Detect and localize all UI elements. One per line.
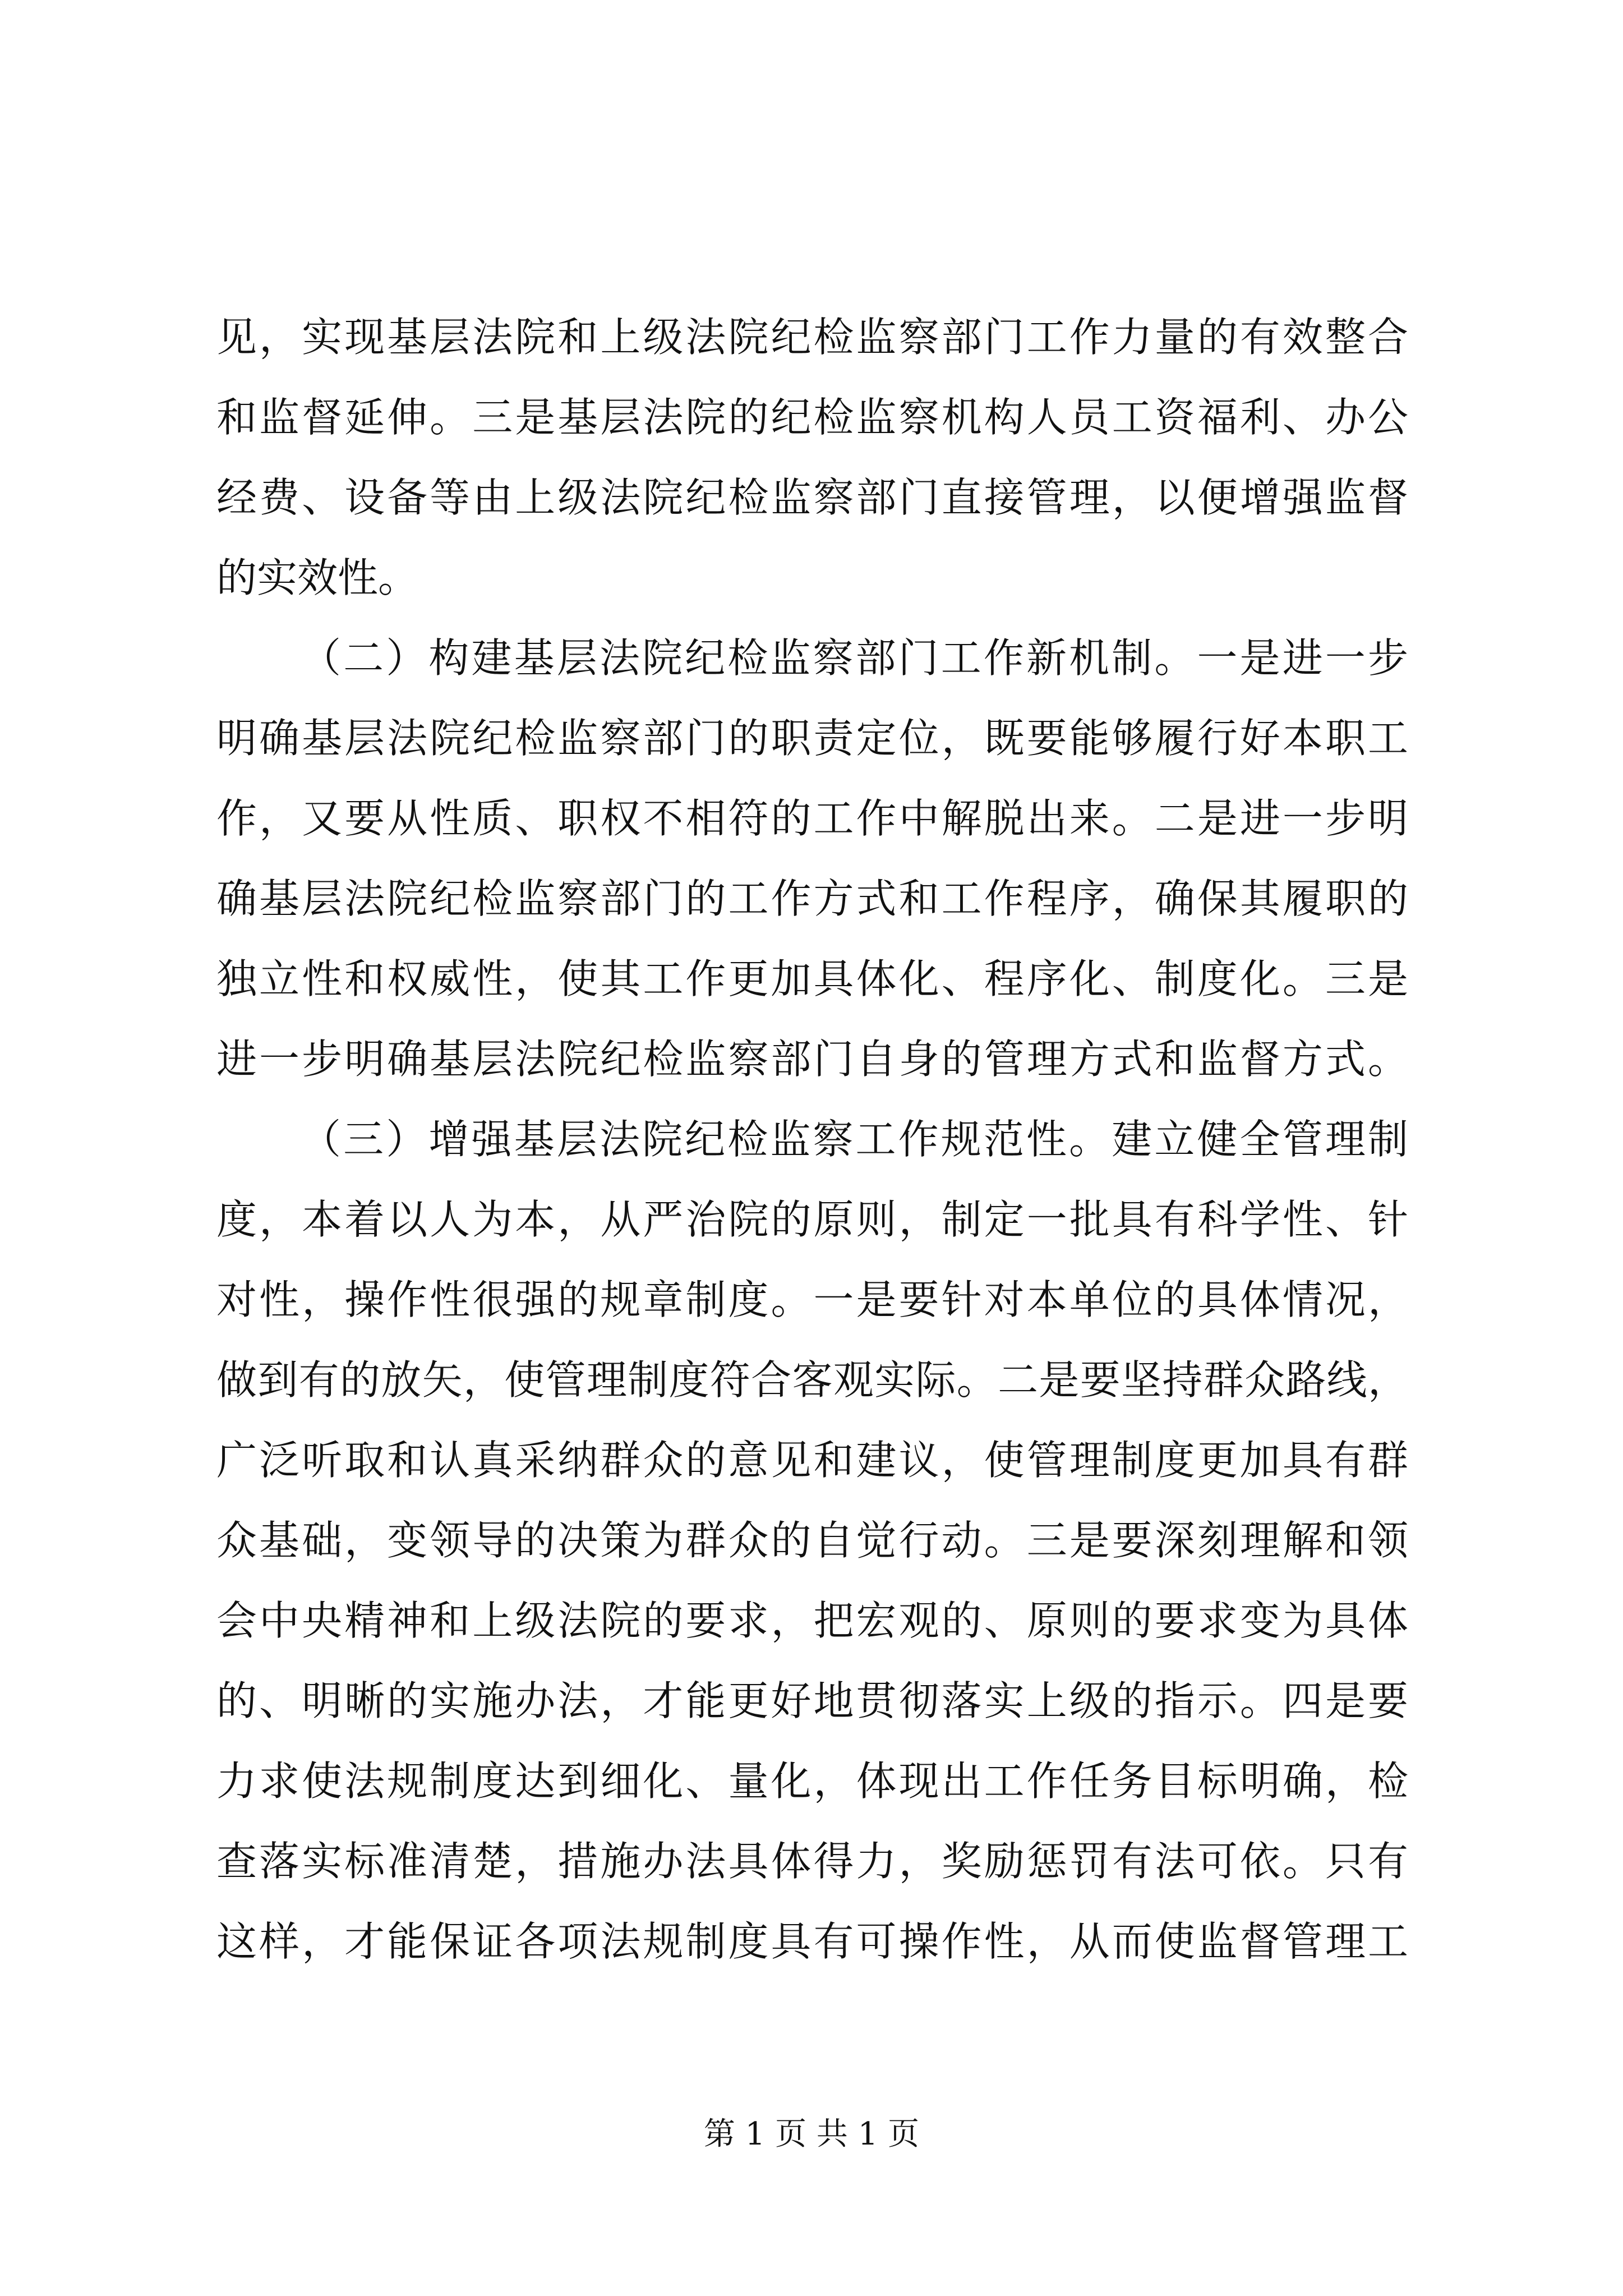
text-line: 见，实现基层法院和上级法院纪检监察部门工作力量的有效整合 [216,314,1408,361]
text-line: 独立性和权威性，使其工作更加具体化、程序化、制度化。三是 [216,955,1408,1002]
text-line: 做到有的放矢，使管理制度符合客观实际。二是要坚持群众路线， [216,1356,1408,1404]
paragraph-heading-line: （三）增强基层法院纪检监察工作规范性。建立健全管理制 [301,1116,1408,1163]
text-line: 的实效性。 [216,554,419,601]
text-line: 广泛听取和认真采纳群众的意见和建议，使管理制度更加具有群 [216,1437,1408,1484]
text-line: 进一步明确基层法院纪检监察部门自身的管理方式和监督方式。 [216,1036,1408,1083]
text-line: 度，本着以人为本，从严治院的原则，制定一批具有科学性、针 [216,1196,1408,1243]
text-line: 的、明晰的实施办法，才能更好地贯彻落实上级的指示。四是要 [216,1677,1408,1724]
paragraph-heading-line: （二）构建基层法院纪检监察部门工作新机制。一是进一步 [301,634,1408,682]
text-line: 查落实标准清楚，措施办法具体得力，奖励惩罚有法可依。只有 [216,1838,1408,1885]
page-footer: 第 1 页 共 1 页 [703,2116,920,2152]
text-line: 和监督延伸。三是基层法院的纪检监察机构人员工资福利、办公 [216,394,1408,441]
text-line: 确基层法院纪检监察部门的工作方式和工作程序，确保其履职的 [216,875,1408,922]
text-line: 会中央精神和上级法院的要求，把宏观的、原则的要求变为具体 [216,1597,1408,1644]
text-line: 明确基层法院纪检监察部门的职责定位，既要能够履行好本职工 [216,715,1408,762]
text-line: 经费、设备等由上级法院纪检监察部门直接管理，以便增强监督 [216,474,1408,521]
text-line: 对性，操作性很强的规章制度。一是要针对本单位的具体情况， [216,1276,1408,1323]
document-body [216,297,1408,1982]
text-line: 作，又要从性质、职权不相符的工作中解脱出来。二是进一步明 [216,795,1408,842]
text-line: 众基础，变领导的决策为群众的自觉行动。三是要深刻理解和领 [216,1517,1408,1564]
text-line: 这样，才能保证各项法规制度具有可操作性，从而使监督管理工 [216,1918,1408,1965]
text-line: 力求使法规制度达到细化、量化，体现出工作任务目标明确，检 [216,1757,1408,1805]
